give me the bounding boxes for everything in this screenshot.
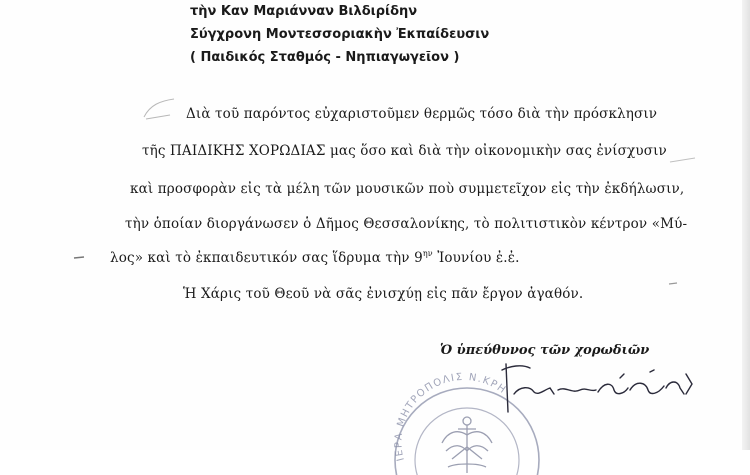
recipient-organization: Σύγχρονη Μοντεσσοριακὴν Ἐκπαίδευσιν [190,27,490,42]
body-line-2: τῆς ΠΑΙΔΙΚΗΣ ΧΟΡΩΔΙΑΣ μας ὅσο καὶ διὰ τὴν οἰκονομικὴν σας ἐνίσχυσιν [142,143,667,159]
body-line-4: τὴν ὁποίαν διοργάνωσεν ὁ Δῆμος Θεσσαλονίκης, τὸ πολιτιστικὸν κέντρον «Μύ- [125,216,688,232]
seal-text: ΙΕΡΑ ΜΗΤΡΟΠΟΛΙΣ Ν.ΚΡΗ [393,371,509,463]
svg-text:ΙΕΡΑ ΜΗΤΡΟΠΟΛΙΣ Ν.ΚΡΗ [393,372,508,462]
pen-mark-left [140,95,180,125]
body-line-3: καὶ προσφορὰν εἰς τὰ μέλη τῶν μουσικῶν ποὺ συμμετεῖχον εἰς τὴν ἐκδήλωσιν, [130,181,685,197]
body-line-5-start: λος» καὶ τὸ ἐκπαιδευτικόν σας ἵδρυμα τὴν 9 [110,250,423,266]
blessing-line: Ἡ Χάρις τοῦ Θεοῦ νὰ σᾶς ἐνισχύῃ εἰς πᾶν ἔργον ἀγαθόν. [183,286,584,302]
body-line-1: Διὰ τοῦ παρόντος εὐχαριστοῦμεν θερμῶς τόσο διὰ τὴν πρόσκλησιν [186,106,658,122]
handwritten-signature [500,360,700,420]
recipient-name: τὴν Καν Μαριάνναν Βιλδιρίδην [190,4,418,19]
body-line-5 [110,249,520,266]
body-line-5-end: Ἰουνίου ἐ.ἐ. [432,250,520,266]
ordinal-superscript: ην [422,249,433,258]
pen-dot-left [70,250,90,266]
page-edge-shadow [742,0,750,450]
signatory-title: Ὁ ὑπεύθυνος τῶν χορωδιῶν [440,343,650,358]
recipient-subtitle: ( Παιδικός Σταθμός - Νηπιαγωγεῖον ) [190,50,460,65]
pen-dot-right [665,276,685,292]
